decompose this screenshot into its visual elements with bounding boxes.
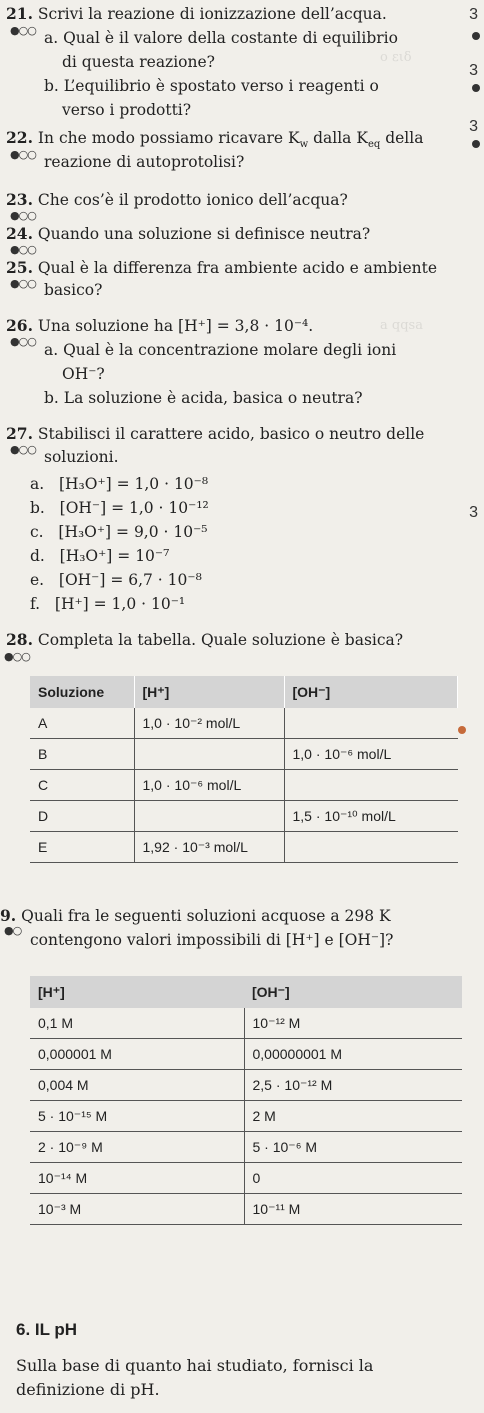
table-cell: 1,5 · 10⁻¹⁰ mol/L — [284, 801, 458, 832]
question-26a: a. Qual è la concentrazione molare degli ioni — [44, 341, 397, 359]
table-cell: 0,00000001 M — [244, 1039, 462, 1070]
table-row — [30, 1039, 462, 1070]
table-cell: 1,92 · 10⁻³ mol/L — [134, 832, 284, 863]
question-21a-cont: di questa reazione? — [62, 53, 215, 71]
margin-number: 3 — [469, 62, 478, 79]
column-header: [OH⁻] — [284, 676, 458, 708]
question-26a-cont: OH⁻? — [62, 365, 105, 383]
table-cell — [284, 770, 458, 801]
section-text-cont: definizione di pH. — [16, 1380, 160, 1399]
table-row — [30, 708, 458, 739]
table-row — [30, 1008, 462, 1039]
table-cell: 10⁻³ M — [30, 1194, 244, 1225]
bullet-icon — [472, 32, 480, 40]
table-row — [30, 832, 458, 863]
table-cell: C — [30, 770, 134, 801]
table-cell: 10⁻¹⁴ M — [30, 1163, 244, 1194]
table-cell — [134, 739, 284, 770]
difficulty-icon: ●○ — [4, 924, 22, 937]
table-cell — [134, 801, 284, 832]
solutions-table — [30, 676, 458, 863]
concentrations-table — [30, 976, 462, 1225]
question-21: 21. Scrivi la reazione di ionizzazione dell’acqua. — [6, 4, 387, 23]
question-26: 26. Una soluzione ha [H⁺] = 3,8 · 10⁻⁴. — [6, 316, 314, 335]
difficulty-icon: ●○○ — [10, 209, 36, 222]
difficulty-icon: ●○○ — [10, 243, 36, 256]
margin-number: 3 — [469, 118, 478, 135]
table-row — [30, 801, 458, 832]
table-cell: 0,004 M — [30, 1070, 244, 1101]
column-header: [H⁺] — [30, 976, 244, 1008]
list-item: c. [H₃O⁺] = 9,0 · 10⁻⁵ — [30, 523, 208, 541]
difficulty-icon: ●○○ — [4, 650, 30, 663]
list-item: f. [H⁺] = 1,0 · 10⁻¹ — [30, 595, 186, 613]
question-28: 28. Completa la tabella. Quale soluzione è basica? — [6, 630, 404, 649]
question-27-cont: soluzioni. — [44, 448, 119, 466]
table-cell: 10⁻¹² M — [244, 1008, 462, 1039]
list-item: d. [H₃O⁺] = 10⁻⁷ — [30, 547, 170, 565]
question-22: 22. In che modo possiamo ricavare $K_w$ dalla $K_{eq}$ della — [6, 128, 424, 151]
table-cell: 0,000001 M — [30, 1039, 244, 1070]
difficulty-icon: ●○○ — [10, 24, 36, 37]
table-cell: 10⁻¹¹ M — [244, 1194, 462, 1225]
table-header — [30, 976, 462, 1008]
column-header: Soluzione — [30, 676, 134, 708]
question-25: 25. Qual è la differenza fra ambiente acido e ambiente — [6, 258, 438, 277]
bullet-icon — [472, 140, 480, 148]
table-cell: D — [30, 801, 134, 832]
table-row — [30, 1163, 462, 1194]
column-header: [H⁺] — [134, 676, 284, 708]
difficulty-icon: ●○○ — [10, 277, 36, 290]
difficulty-icon: ●○○ — [10, 443, 36, 456]
column-header: [OH⁻] — [244, 976, 462, 1008]
section-title: 6. IL pH — [16, 1320, 78, 1339]
question-22-cont: reazione di autoprotolisi? — [44, 153, 245, 171]
table-cell: 1,0 · 10⁻⁶ mol/L — [134, 770, 284, 801]
question-21a: a. Qual è il valore della costante di equilibrio — [44, 29, 398, 47]
question-26b: b. La soluzione è acida, basica o neutra? — [44, 389, 363, 407]
table-cell: 0 — [244, 1163, 462, 1194]
margin-number: 3 — [469, 6, 478, 23]
question-27: 27. Stabilisci il carattere acido, basico o neutro delle — [6, 424, 425, 443]
ghost-text: a qqsa — [380, 318, 423, 333]
table-cell: 1,0 · 10⁻⁶ mol/L — [284, 739, 458, 770]
list-item: a. [H₃O⁺] = 1,0 · 10⁻⁸ — [30, 475, 209, 493]
table-cell: 2 M — [244, 1101, 462, 1132]
table-cell: 1,0 · 10⁻² mol/L — [134, 708, 284, 739]
list-item: e. [OH⁻] = 6,7 · 10⁻⁸ — [30, 571, 202, 589]
table-row — [30, 1070, 462, 1101]
table-cell: 0,1 M — [30, 1008, 244, 1039]
table-cell: A — [30, 708, 134, 739]
table-cell: E — [30, 832, 134, 863]
bullet-icon — [458, 726, 466, 734]
margin-number: 3 — [469, 504, 478, 521]
question-21b: b. L’equilibrio è spostato verso i reagenti o — [44, 77, 379, 95]
table-header — [30, 676, 458, 708]
table-cell: 2,5 · 10⁻¹² M — [244, 1070, 462, 1101]
table-cell — [284, 708, 458, 739]
table-row — [30, 1194, 462, 1225]
bullet-icon — [472, 84, 480, 92]
question-23: 23. Che cos’è il prodotto ionico dell’acqua? — [6, 190, 348, 209]
table-row — [30, 1132, 462, 1163]
ghost-text: ο ειδ — [380, 50, 412, 65]
difficulty-icon: ●○○ — [10, 335, 36, 348]
table-row — [30, 739, 458, 770]
table-cell: 2 · 10⁻⁹ M — [30, 1132, 244, 1163]
question-29: 9. Quali fra le seguenti soluzioni acquose a 298 K — [0, 906, 391, 925]
list-item: b. [OH⁻] = 1,0 · 10⁻¹² — [30, 499, 209, 517]
question-24: 24. Quando una soluzione si definisce neutra? — [6, 224, 371, 243]
table-row — [30, 770, 458, 801]
table-row — [30, 1101, 462, 1132]
table-cell: B — [30, 739, 134, 770]
table-cell: 5 · 10⁻⁶ M — [244, 1132, 462, 1163]
table-cell: 5 · 10⁻¹⁵ M — [30, 1101, 244, 1132]
table-cell — [284, 832, 458, 863]
section-text: Sulla base di quanto hai studiato, fornisci la — [16, 1356, 374, 1375]
question-21b-cont: verso i prodotti? — [62, 101, 192, 119]
question-29-cont: contengono valori impossibili di [H⁺] e [OH⁻]? — [30, 931, 394, 949]
question-25-cont: basico? — [44, 281, 103, 299]
difficulty-icon: ●○○ — [10, 148, 36, 161]
